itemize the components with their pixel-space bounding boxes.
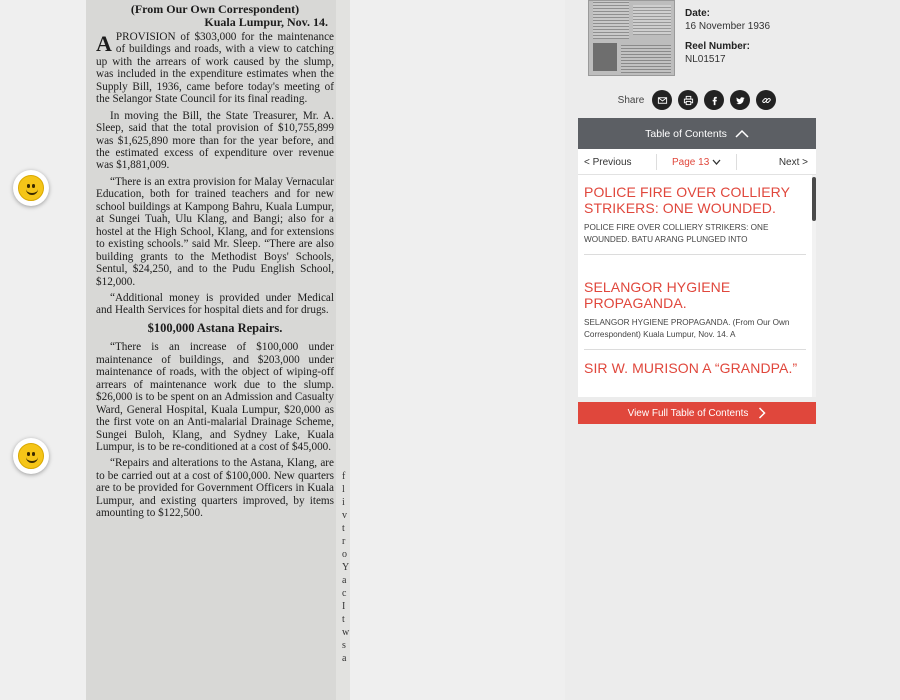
adjacent-column-fragment: f l i v t r o Y a c I t w s a (342, 471, 350, 664)
emoji-reaction-button[interactable] (13, 170, 49, 206)
side-panel (578, 0, 816, 424)
smiley-icon (18, 175, 44, 201)
toc-scrollbar[interactable] (812, 175, 816, 397)
article-byline: (From Our Own Correspondent) (130, 2, 300, 16)
emoji-reaction-button[interactable] (13, 438, 49, 474)
toc-item[interactable] (584, 185, 806, 255)
toc-item-title[interactable]: POLICE FIRE OVER COLLIERY STRIKERS: ONE WOUNDED. (584, 184, 790, 216)
reel-number-value: NL01517 (685, 54, 726, 65)
date-value: 16 November 1936 (685, 21, 771, 32)
next-page-link[interactable]: Next > (778, 157, 808, 168)
view-full-toc-label: View Full Table of Contents (627, 407, 749, 419)
toc-header-label: Table of Contents (645, 127, 727, 140)
date-label: Date: (685, 8, 711, 19)
article-paragraph: In moving the Bill, the State Treasurer, Mr. A. Sleep, said that the total provision of $10,755,899 was $1,625,890 more than for the year before, and the estimated excess of expenditure over revenue was $1,881,009. (96, 109, 334, 172)
article-paragraph: “Additional money is provided under Medical and Health Services for hospital diets and for drugs. (96, 291, 334, 317)
toc-list (578, 175, 816, 397)
page-metadata (578, 0, 816, 82)
share-bar (578, 82, 816, 118)
share-label: Share (617, 94, 645, 106)
page-select[interactable]: Page 13 (672, 157, 721, 168)
toc-item-title[interactable]: SIR W. MURISON A “GRANDPA.” (584, 360, 798, 376)
view-full-toc-button[interactable] (578, 402, 816, 424)
print-icon[interactable] (678, 90, 698, 110)
chevron-up-icon (735, 129, 749, 138)
toc-item-snippet: SELANGOR HYGIENE PROPAGANDA. (From Our Own Correspondent) Kuala Lumpur, Nov. 14. A (584, 318, 790, 339)
article-paragraph: APROVISION of $303,000 for the maintenance of buildings and roads, with a view to catching up with the arrears of work caused by the slump, was included in the expenditure estimates when the Supply Bill, 1936, came before today's meeting of the Selangor State Council for its final reading. (96, 30, 334, 106)
article-paragraph: “Repairs and alterations to the Astana, Klang, are to be carried out at a cost of $100,000. New quarters are to be provided for Government Officers in Kuala Lumpur, and existing quarters improved, by items amounting to $122,500. (96, 457, 334, 520)
toc-toggle[interactable] (578, 118, 816, 149)
article-dateline: Kuala Lumpur, Nov. 14. (204, 15, 328, 30)
link-icon[interactable] (756, 90, 776, 110)
chevron-down-icon (712, 159, 721, 165)
article-subhead: $100,000 Astana Repairs. (147, 320, 283, 335)
chevron-right-icon (758, 407, 766, 419)
toc-scrollbar-thumb[interactable] (812, 177, 816, 221)
mail-icon[interactable] (652, 90, 672, 110)
twitter-icon[interactable] (730, 90, 750, 110)
newspaper-column-image (86, 0, 344, 700)
smiley-icon (18, 443, 44, 469)
toc-item[interactable] (584, 280, 806, 350)
toc-pagination (578, 149, 816, 175)
article-paragraph: “There is an extra provision for Malay Vernacular Education, both for trained teachers and for new school buildings at Kampong Bahru, Kuala Lumpur, at Sungei Tuah, Ulu Klang, and Bangi; also for a hostel at the High School, Klang, and for extensions to existing schools.” said Mr. Sleep. “There are also building grants to the Methodist Boys' Schools, Sentul, $24,250, and to the Pudu English School, $12,000. (96, 175, 334, 288)
toc-item-title[interactable]: SELANGOR HYGIENE PROPAGANDA. (584, 279, 731, 311)
previous-page-link[interactable]: < Previous (584, 157, 632, 168)
facebook-icon[interactable] (704, 90, 724, 110)
toc-item-snippet: POLICE FIRE OVER COLLIERY STRIKERS: ONE WOUNDED. BATU ARANG PLUNGED INTO (584, 223, 769, 244)
reel-number-label: Reel Number: (685, 41, 751, 52)
drop-cap: A (96, 30, 112, 56)
article-paragraph: “There is an increase of $100,000 under maintenance of buildings, and $203,000 under maintenance of roads, with the object of wiping-off arrears of maintenance work due to the slump. $26,000 is to be spent on an Admission and Casualty Ward, General Hospital, Kuala Lumpur, $20,000 as the first vote on an Anti-malarial Drainage Scheme, Sungei Buloh, Klang, and Sydney Lake, Kuala Lumpur, is to be re-conditioned at a cost of $45,000. (96, 341, 334, 453)
page-thumbnail[interactable] (588, 0, 675, 76)
article-text (96, 3, 334, 524)
toc-item[interactable] (584, 361, 806, 377)
